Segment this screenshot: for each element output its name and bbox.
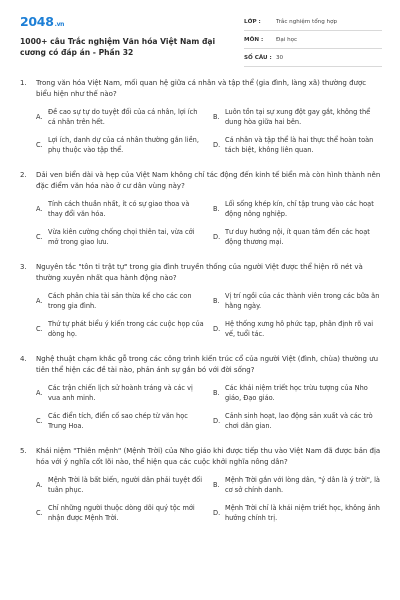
option-letter: D. [213,325,221,333]
option-d[interactable] [213,502,382,524]
options [20,198,382,248]
question-text: Trong văn hóa Việt Nam, mối quan hệ giữa cá nhân và tập thể (gia đình, làng xã) thường được biểu hiện như thế nào? [36,79,367,98]
meta-value[interactable]: Trắc nghiệm tổng hợp [276,18,338,25]
option-letter: A. [36,113,43,121]
option-text: Mệnh Trời chỉ là khái niệm triết học, không ảnh hưởng chính trị. [225,504,380,522]
question [20,446,382,524]
option-text: Tính cách thuần nhất, ít có sự giao thoa và thay đổi văn hóa. [48,200,190,218]
option-letter: D. [213,509,221,517]
question [20,354,382,432]
page-title: 1000+ câu Trắc nghiệm Văn hóa Việt Nam đại cương có đáp án - Phần 32 [20,37,216,57]
option-d[interactable] [213,318,382,340]
option-letter: C. [36,509,43,517]
option-text: Các điển tích, điển cố sao chép từ văn học Trung Hoa. [48,412,188,430]
option-b[interactable] [213,198,382,220]
option-d[interactable] [213,226,382,248]
option-a[interactable] [36,474,205,496]
option-letter: C. [36,325,43,333]
meta-value[interactable]: Đại học [276,36,298,43]
option-letter: B. [213,481,220,489]
question-number: 5. [20,447,27,455]
question [20,262,382,340]
question-text: Nghệ thuật chạm khắc gỗ trong các công trình kiến trúc cổ của người Việt (đình, chùa) thường ưu tiên thể hiện các đề tài nào, phản ánh sự gắn bó với đời sống? [36,355,379,374]
option-letter: A. [36,481,43,489]
option-letter: A. [36,205,43,213]
option-a[interactable] [36,106,205,128]
question-number: 2. [20,171,27,179]
option-text: Các khái niệm triết học trừu tượng của Nho giáo, Đạo giáo. [225,384,368,402]
option-letter: C. [36,417,43,425]
option-text: Đề cao sự tự do tuyệt đối của cá nhân, lợi ích cá nhân trên hết. [48,108,198,126]
logo-main: 2048 [20,14,54,29]
option-c[interactable] [36,502,205,524]
options [20,382,382,432]
option-text: Mệnh Trời gắn với lòng dân, "ý dân là ý trời", là cơ sở chính danh. [225,476,380,494]
option-letter: D. [213,233,221,241]
meta-row-subject [244,31,382,49]
option-text: Cá nhân và tập thể là hai thực thể hoàn toàn tách biệt, không liên quan. [225,136,374,154]
option-letter: B. [213,297,220,305]
option-letter: C. [36,141,43,149]
option-text: Hệ thống xưng hô phức tạp, phân định rõ vai vế, tuổi tác. [225,320,374,338]
options [20,290,382,340]
option-c[interactable] [36,318,205,340]
option-b[interactable] [213,106,382,128]
option-letter: B. [213,389,220,397]
option-letter: A. [36,297,43,305]
option-d[interactable] [213,134,382,156]
question-number: 3. [20,263,27,271]
option-text: Lợi ích, danh dự của cá nhân thường gắn liền, phụ thuộc vào tập thể. [48,136,199,154]
option-c[interactable] [36,134,205,156]
header [20,12,382,62]
question-number: 4. [20,355,27,363]
option-c[interactable] [36,410,205,432]
meta-value: 30 [276,54,284,61]
option-text: Tư duy hướng nội, ít quan tâm đến các hoạt động thương mại. [225,228,370,246]
option-text: Vừa kiên cường chống chọi thiên tai, vừa cởi mở trong giao lưu. [48,228,195,246]
option-text: Cảnh sinh hoạt, lao động sản xuất và các trò chơi dân gian. [225,412,373,430]
question-list [20,78,382,538]
options [20,106,382,156]
option-text: Luôn tồn tại sự xung đột gay gắt, không thể dung hòa giữa hai bên. [225,108,371,126]
option-c[interactable] [36,226,205,248]
site-logo[interactable] [20,14,64,29]
meta-table [244,13,382,67]
option-text: Mệnh Trời là bất biến, người dân phải tuyệt đối tuân phục. [48,476,203,494]
option-d[interactable] [213,410,382,432]
options [20,474,382,524]
option-b[interactable] [213,290,382,312]
option-text: Chỉ những người thuộc dòng dõi quý tộc mới nhận được Mệnh Trời. [48,504,195,522]
meta-row-count [244,49,382,67]
option-text: Vị trí ngồi của các thành viên trong các bữa ăn hằng ngày. [225,292,380,310]
option-letter: A. [36,389,43,397]
option-letter: B. [213,113,220,121]
question [20,170,382,248]
option-a[interactable] [36,290,205,312]
question-number: 1. [20,79,27,87]
option-b[interactable] [213,474,382,496]
option-letter: D. [213,417,221,425]
option-letter: D. [213,141,221,149]
meta-key: LỚP : [244,18,261,25]
question-text: Nguyên tắc "tôn ti trật tự" trong gia đình truyền thống của người Việt được thể hiện rõ nét và thường xuyên nhất qua hành động nào? [36,263,363,282]
option-a[interactable] [36,198,205,220]
meta-row-class [244,13,382,31]
question [20,78,382,156]
option-text: Cách phân chia tài sản thừa kế cho các con trong gia đình. [48,292,192,310]
option-a[interactable] [36,382,205,404]
option-text: Các trận chiến lịch sử hoành tráng và các vị vua anh minh. [48,384,193,402]
option-letter: C. [36,233,43,241]
option-text: Thứ tự phát biểu ý kiến trong các cuộc họp của dòng họ. [48,320,204,338]
question-text: Dải ven biển dài và hẹp của Việt Nam không chỉ tác động đến kinh tế biển mà còn hình thành nên đặc điểm văn hóa nào ở cư dân vùng này? [36,171,381,190]
question-text: Khái niệm "Thiên mệnh" (Mệnh Trời) của Nho giáo khi được tiếp thu vào Việt Nam đã được bản địa hóa với ý nghĩa cốt lõi nào, thể hiện qua các cuộc khởi nghĩa nông dân? [36,447,381,466]
logo-suffix: .vn [54,21,65,28]
meta-key: MÔN : [244,36,264,43]
option-letter: B. [213,205,220,213]
meta-key: SỐ CÂU : [244,54,272,61]
option-b[interactable] [213,382,382,404]
option-text: Lối sống khép kín, chỉ tập trung vào các hoạt động nông nghiệp. [225,200,374,218]
